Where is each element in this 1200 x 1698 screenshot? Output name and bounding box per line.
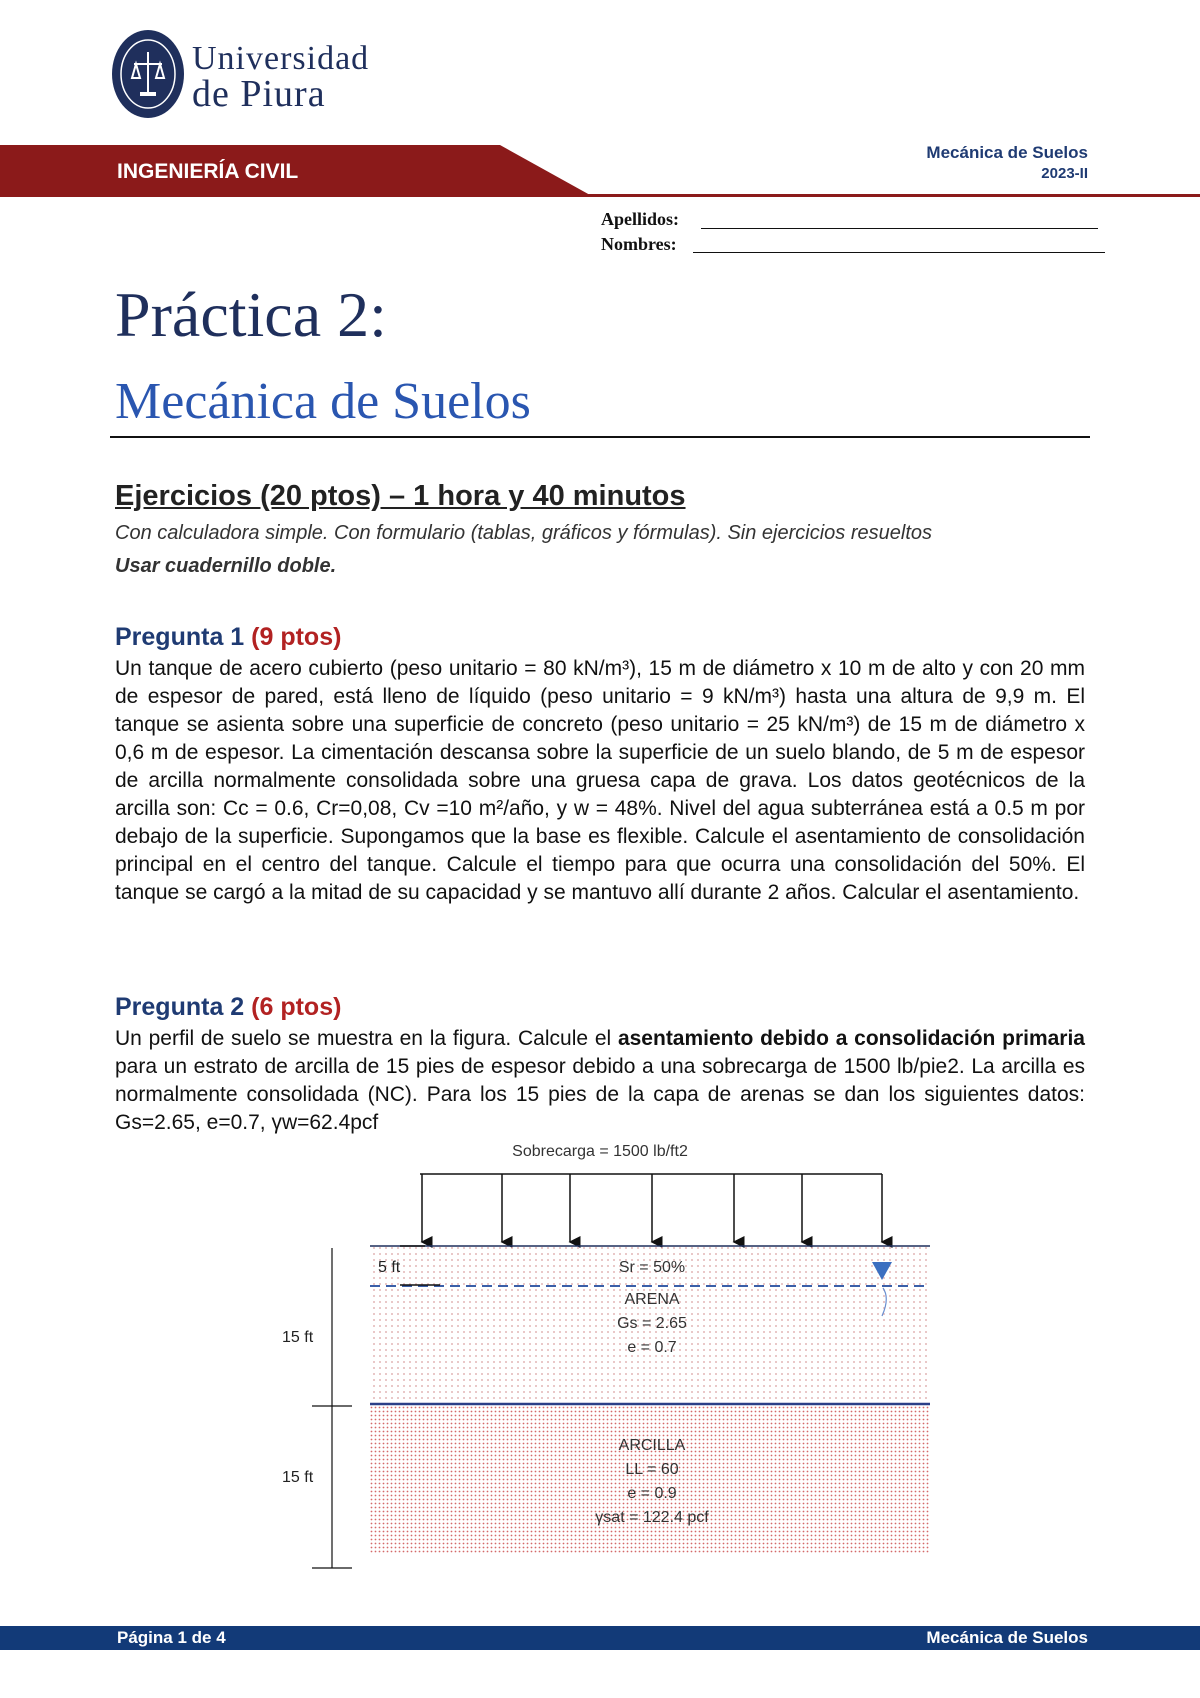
clay-thickness-label: 15 ft: [282, 1469, 314, 1486]
exercises-note: Usar cuadernillo doble.: [115, 555, 337, 577]
sand-thickness-label: 15 ft: [282, 1329, 314, 1346]
sand-name-label: ARENA: [624, 1291, 680, 1308]
title-divider: [110, 436, 1090, 438]
surcharge-label: Sobrecarga = 1500 lb/ft2: [512, 1143, 688, 1160]
question-2-heading: [115, 993, 341, 1022]
sand-sr-label: Sr = 50%: [618, 1259, 686, 1276]
university-seal-icon: [110, 28, 186, 120]
sand-e-label: e = 0.7: [627, 1339, 677, 1356]
clay-ll-label: LL = 60: [625, 1461, 679, 1478]
faculty-label: INGENIERÍA CIVIL: [117, 160, 299, 183]
question-2-text-b: para un estrato de arcilla de 15 pies de espesor debido a una sobrecarga de 1500 lb/pie2. La arcilla es normalmente consolidada (NC). Para los 15 pies de la capa de arenas se dan los siguientes datos: Gs=2.65, e=0.7, γw=62.4pcf: [115, 1055, 1085, 1134]
question-2-text-a: Un perfil de suelo se muestra en la figura. Calcule el: [115, 1027, 618, 1050]
water-depth-label: 5 ft: [378, 1259, 401, 1276]
exercises-heading: Ejercicios (20 ptos) – 1 hora y 40 minutos: [115, 480, 686, 512]
question-1-text: Un tanque de acero cubierto (peso unitario = 80 kN/m³), 15 m de diámetro x 10 m de alto y con 20 mm de espesor de pared, está lleno de líquido (peso unitario = 9 kN/m³) hasta una altura de 9,9 m. El tanque se asienta sobre una superficie de concreto (peso unitario = 25 kN/m³) de 15 m de diámetro x 0,6 m de espesor. La cimentación descansa sobre la superficie de un suelo blando, de 5 m de espesor de arcilla normalmente consolidada sobre una gruesa capa de grava. Los datos geotécnicos de la arcilla son: Cc = 0.6, Cr=0,08, Cv =10 m²/año, y w = 48%. Nivel del agua subterránea está a 0.5 m por debajo de la superficie. Supongamos que la base es flexible. Calcule el asentamiento de consolidación principal en el centro del tanque. Calcule el tiempo para que ocurra una consolidación del 50%. El tanque se cargó a la mitad de su capacidad y se mantuvo allí durante 2 años. Calcular el asentamiento.: [115, 657, 1085, 904]
soil-profile-figure: [270, 1138, 930, 1572]
question-2-points: (6 ptos): [251, 993, 342, 1021]
load-arrows: [422, 1174, 882, 1242]
question-2-text-bold: asentamiento debido a consolidación primaria: [617, 1027, 1085, 1050]
header-term: 2023-II: [1041, 165, 1088, 182]
name-line[interactable]: [693, 252, 1105, 253]
question-2-text: [115, 1025, 1085, 1137]
question-1-points: (9 ptos): [251, 623, 342, 651]
university-name-line2: de Piura: [192, 73, 326, 115]
header-course: Mecánica de Suelos: [926, 143, 1088, 162]
question-1-label: Pregunta 1: [115, 623, 245, 651]
page-number: Página 1 de 4: [117, 1628, 226, 1647]
surname-label: Apellidos:: [601, 209, 680, 229]
clay-e-label: e = 0.9: [627, 1485, 677, 1502]
sand-gs-label: Gs = 2.65: [617, 1315, 687, 1332]
footer-course: Mecánica de Suelos: [926, 1628, 1088, 1647]
page-subtitle: Mecánica de Suelos: [115, 373, 531, 430]
clay-name-label: ARCILLA: [618, 1437, 686, 1454]
name-label: Nombres:: [601, 234, 677, 254]
question-1-heading: [115, 623, 341, 652]
university-name-line1: Universidad: [192, 40, 370, 77]
page-title: Práctica 2:: [115, 279, 387, 350]
question-2-label: Pregunta 2: [115, 993, 245, 1021]
surname-line[interactable]: [701, 228, 1098, 229]
clay-gsat-label: γsat = 122.4 pcf: [595, 1509, 709, 1526]
clay-layer: [370, 1404, 930, 1554]
exercises-conditions: Con calculadora simple. Con formulario (tablas, gráficos y fórmulas). Sin ejercicios resueltos: [115, 522, 932, 544]
